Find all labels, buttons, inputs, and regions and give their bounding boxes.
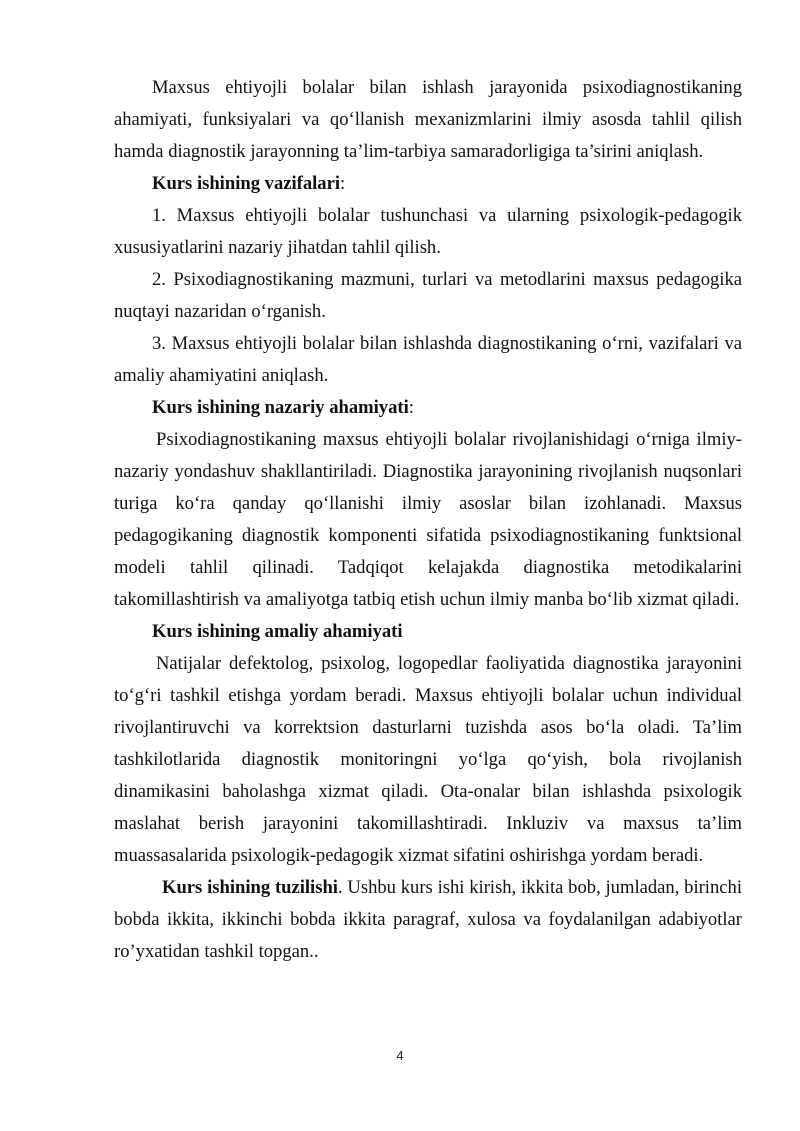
task-item-2: 2. Psixodiagnostikaning mazmuni, turlari va metodlarini maxsus pedagogika nuqtayi nazaridan o‘rganish. [114,269,742,322]
tasks-heading-colon: : [340,173,346,194]
task-item-1: 1. Maxsus ehtiyojli bolalar tushunchasi va ularning psixologik-pedagogik xususiyatlarini nazariy jihatdan tahlil qilish. [114,205,742,258]
page-number: 4 [396,1048,404,1063]
theory-paragraph: Psixodiagnostikaning maxsus ehtiyojli bolalar rivojlanishidagi o‘rniga ilmiy-nazariy yondashuv shakllantiriladi. Diagnostika jarayonining rivojlanish nuqsonlari turiga ko‘ra qanday qo‘llanishi ilmiy asoslar bilan izohlanadi. Maxsus pedagogikaning diagnostik komponenti sifatida psixodiagnostikaning funktsional modeli tahlil qilinadi. Tadqiqot kelajakda diagnostika metodikalarini takomillashtirish va amaliyotga tatbiq etish uchun ilmiy manba bo‘lib xizmat qiladi. [114,429,742,610]
theory-heading: Kurs ishining nazariy ahamiyati [152,397,409,418]
intro-paragraph: Maxsus ehtiyojli bolalar bilan ishlash jarayonida psixodiagnostikaning ahamiyati, funksiyalari va qo‘llanish mexanizmlarini ilmiy asosda tahlil qilish hamda diagnostik jarayonning ta’lim-tarbiya samaradorligiga ta’sirini aniqlash. [114,77,742,162]
structure-paragraph [114,872,742,968]
tasks-heading-line [114,168,742,200]
document-body [114,72,742,968]
task-item-3: 3. Maxsus ehtiyojli bolalar bilan ishlashda diagnostikaning o‘rni, vazifalari va amaliy ahamiyatini aniqlash. [114,333,742,386]
structure-text: . Ushbu kurs ishi kirish, ikkita bob, jumladan, birinchi bobda ikkita, ikkinchi bobda ikkita paragraf, xulosa va foydalanilgan adabiyotlar ro’yxatidan tashkil topgan.. [114,877,742,962]
theory-heading-line [114,392,742,424]
practice-heading: Kurs ishining amaliy ahamiyati [152,621,403,642]
structure-heading: Kurs ishining tuzilishi [162,877,338,898]
practice-paragraph: Natijalar defektolog, psixolog, logopedlar faoliyatida diagnostika jarayonini to‘g‘ri tashkil etishga yordam beradi. Maxsus ehtiyojli bolalar uchun individual rivojlantiruvchi va korrektsion dasturlarni tuzishda asos bo‘la oladi. Ta’lim tashkilotlarida diagnostik monitoringni yo‘lga qo‘yish, bola rivojlanish dinamikasini baholashga xizmat qiladi. Ota-onalar bilan ishlashda psixologik maslahat berish jarayonini takomillashtiradi. Inkluziv va maxsus ta’lim muassasalarida psixologik-pedagogik xizmat sifatini oshirishga yordam beradi. [114,653,742,866]
tasks-heading: Kurs ishining vazifalari [152,173,341,194]
theory-heading-colon: : [408,397,414,418]
